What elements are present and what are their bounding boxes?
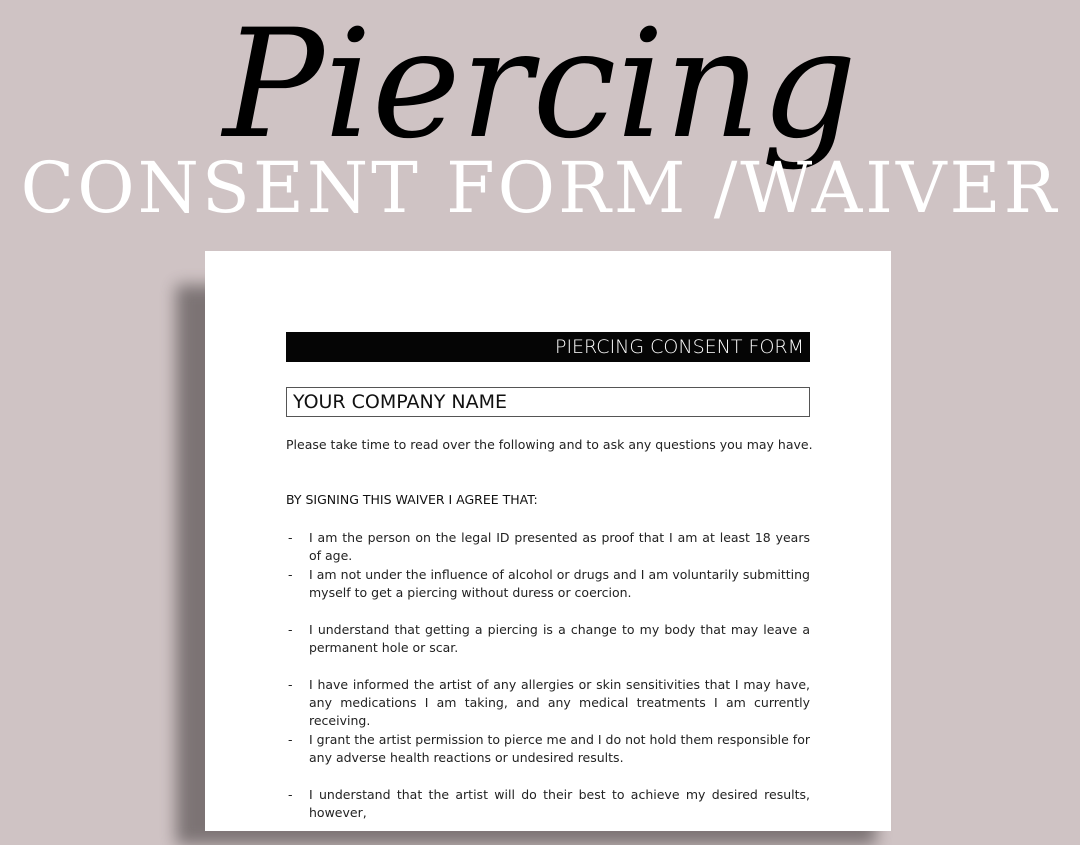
clause-text: I understand that the artist will do their best to achieve my desired results, however,	[309, 787, 810, 820]
clause-item	[286, 676, 810, 730]
company-name-field: YOUR COMPANY NAME	[286, 387, 810, 417]
clause-dash: -	[288, 677, 293, 692]
clause-item	[286, 621, 810, 657]
form-header-bar: PIERCING CONSENT FORM	[286, 332, 810, 362]
clause-dash: -	[288, 787, 293, 802]
clause-dash: -	[288, 567, 293, 582]
clause-text: I understand that getting a piercing is a change to my body that may leave a permanent hole or scar.	[309, 622, 810, 655]
clause-text: I have informed the artist of any allergies or skin sensitivities that I may have, any medications I am taking, and any medical treatments I am currently receiving.	[309, 677, 810, 728]
clause-item	[286, 786, 810, 822]
document-page	[205, 251, 891, 831]
clause-text: I grant the artist permission to pierce me and I do not hold them responsible for any adverse health reactions or undesired results.	[309, 732, 810, 765]
clause-item	[286, 731, 810, 767]
clause-text: I am not under the influence of alcohol or drugs and I am voluntarily submitting myself to get a piercing without duress or coercion.	[309, 567, 810, 600]
script-title-text: Piercing	[223, 8, 857, 172]
clause-dash: -	[288, 732, 293, 747]
clause-text: I am the person on the legal ID presented as proof that I am at least 18 years of age.	[309, 530, 810, 563]
subtitle: CONSENT FORM /WAIVER	[20, 147, 1060, 229]
intro-text: Please take time to read over the following and to ask any questions you may have.	[286, 437, 813, 452]
agree-heading: BY SIGNING THIS WAIVER I AGREE THAT:	[286, 492, 538, 507]
clause-dash: -	[288, 622, 293, 637]
clause-item	[286, 566, 810, 602]
clause-dash: -	[288, 530, 293, 545]
clause-item	[286, 529, 810, 565]
